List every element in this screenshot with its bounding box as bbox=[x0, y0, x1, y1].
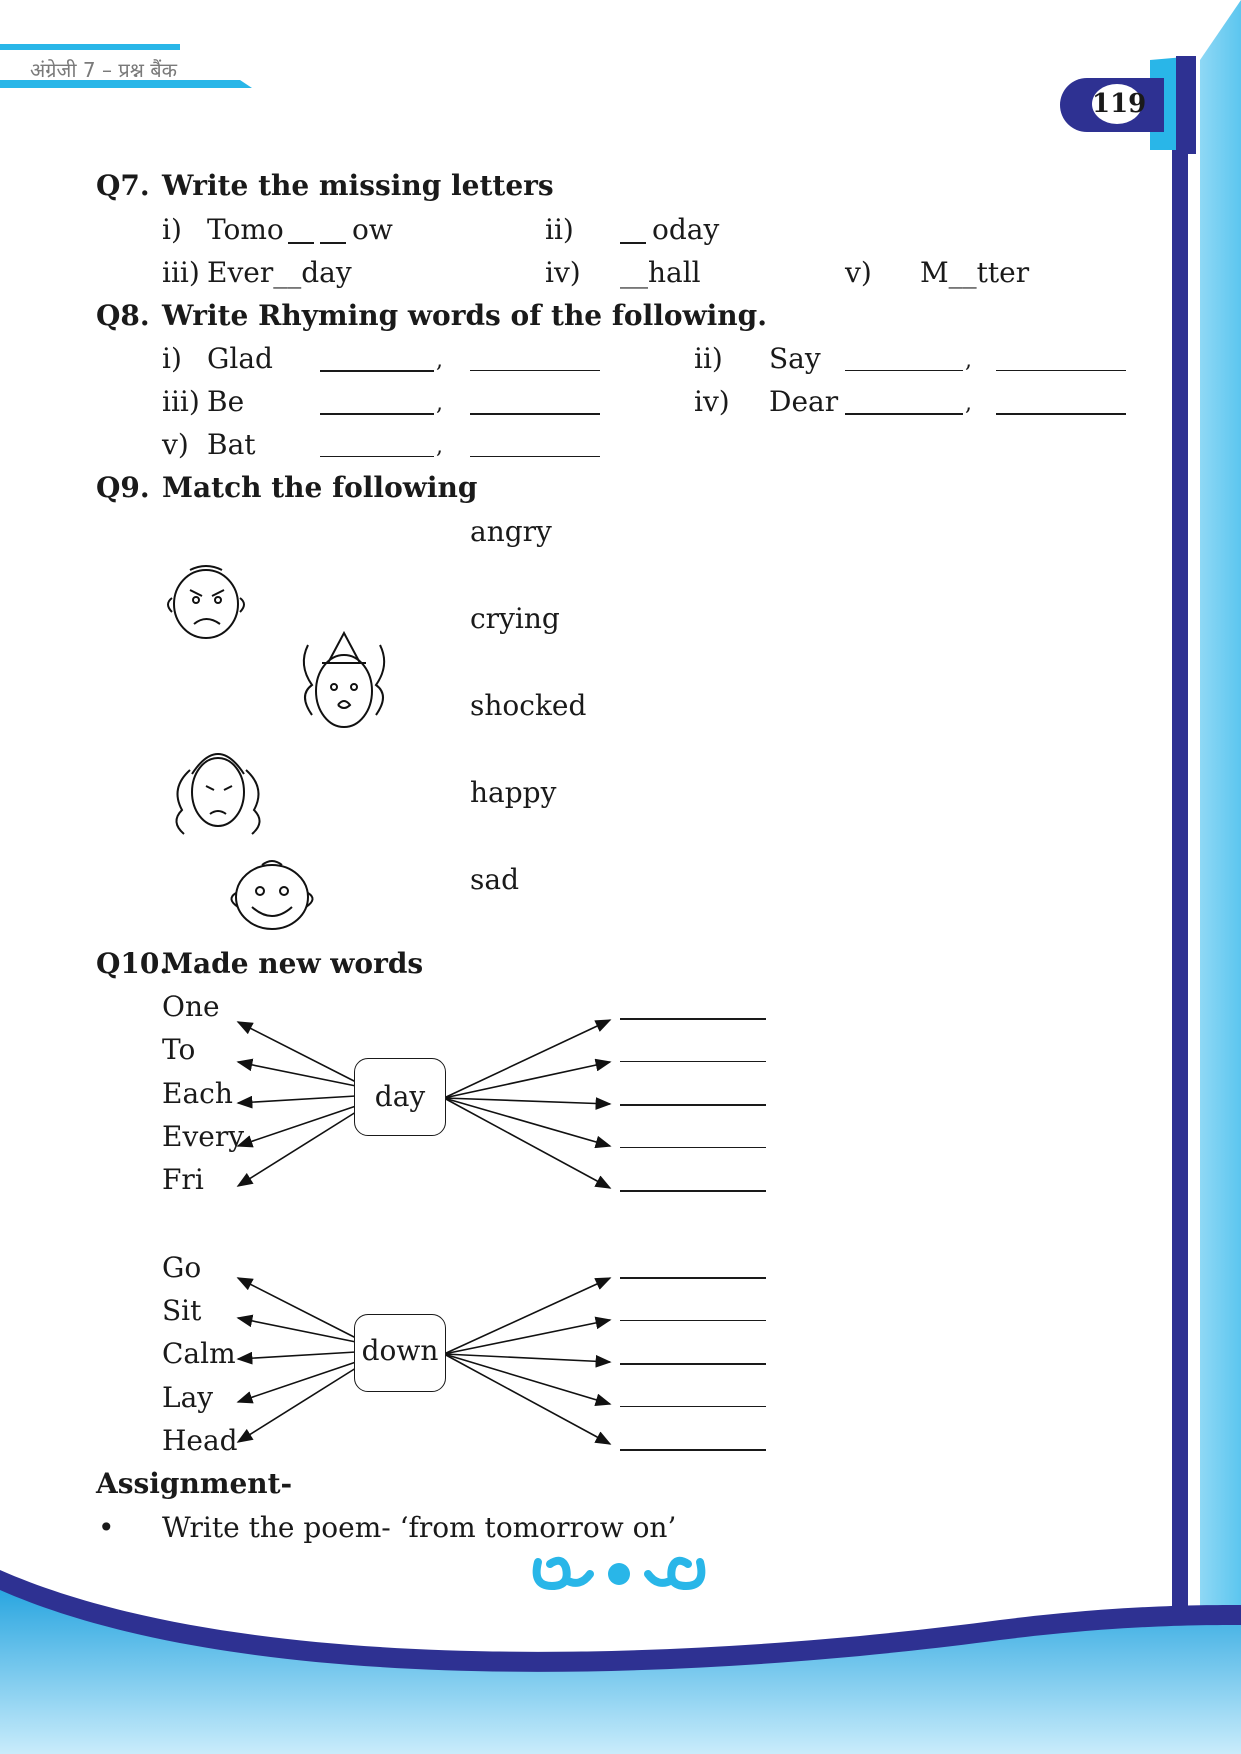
comma: , bbox=[436, 434, 443, 459]
q9-title: Match the following bbox=[162, 471, 478, 504]
q8-item-5-word: Bat bbox=[207, 428, 256, 461]
q8-item-1-word: Glad bbox=[207, 342, 273, 375]
prefix-word: Every bbox=[162, 1120, 245, 1153]
page-number: 119 bbox=[1092, 84, 1142, 124]
center-word-box: down bbox=[354, 1314, 446, 1392]
q7-item-3-num: iii) bbox=[162, 256, 200, 289]
assignment-title: Assignment- bbox=[96, 1467, 293, 1500]
comma: , bbox=[436, 348, 443, 373]
prefix-word: Calm bbox=[162, 1337, 236, 1370]
match-word: angry bbox=[470, 515, 552, 548]
q7-title: Write the missing letters bbox=[162, 169, 554, 202]
q7-item-4-text: __hall bbox=[620, 256, 701, 289]
comma: , bbox=[436, 391, 443, 416]
answer-blank[interactable] bbox=[620, 1449, 766, 1451]
assignment-item: Write the poem- ‘from tomorrow on’ bbox=[162, 1511, 677, 1544]
q7-item-3-text: Ever__day bbox=[207, 256, 352, 289]
ornament-icon bbox=[524, 1550, 714, 1596]
answer-blank[interactable] bbox=[620, 1018, 766, 1020]
q8-item-1-num: i) bbox=[162, 342, 182, 375]
q7-item-2-text: oday bbox=[652, 213, 720, 246]
prefix-word: Each bbox=[162, 1077, 233, 1110]
q7-item-1-num: i) bbox=[162, 213, 182, 246]
q8-item-5-num: v) bbox=[162, 428, 189, 461]
prefix-word: One bbox=[162, 990, 220, 1023]
q8-item-4-word: Dear bbox=[769, 385, 839, 418]
center-word-box: day bbox=[354, 1058, 446, 1136]
q7-label: Q7. bbox=[96, 169, 150, 202]
q7-item-1-text: Tomo bbox=[207, 213, 284, 246]
comma: , bbox=[965, 348, 972, 373]
answer-blank[interactable] bbox=[620, 1190, 766, 1192]
prefix-word: Sit bbox=[162, 1294, 202, 1327]
header-subject: अंग्रेजी 7 – प्रश्न बैंक bbox=[30, 58, 178, 82]
prefix-word: Lay bbox=[162, 1381, 214, 1414]
answer-blank[interactable] bbox=[996, 413, 1126, 415]
q7-item-5-text: M__tter bbox=[920, 256, 1030, 289]
q8-label: Q8. bbox=[96, 299, 150, 332]
answer-blank[interactable] bbox=[845, 370, 963, 371]
match-word: crying bbox=[470, 602, 560, 635]
answer-blank[interactable] bbox=[620, 1363, 766, 1365]
q7-item-5-num: v) bbox=[845, 256, 872, 289]
q8-title: Write Rhyming words of the following. bbox=[162, 299, 767, 332]
match-word: sad bbox=[470, 863, 519, 896]
q7-item-1-suffix: ow bbox=[352, 213, 393, 246]
bullet: • bbox=[98, 1511, 115, 1544]
answer-blank[interactable] bbox=[620, 1320, 766, 1321]
prefix-word: To bbox=[162, 1033, 196, 1066]
q10-label: Q10. bbox=[96, 947, 170, 980]
prefix-word: Fri bbox=[162, 1163, 204, 1196]
answer-blank[interactable] bbox=[845, 413, 963, 415]
answer-blank[interactable] bbox=[620, 1147, 766, 1148]
q9-label: Q9. bbox=[96, 471, 150, 504]
prefix-word: Head bbox=[162, 1424, 238, 1457]
q7-item-4-num: iv) bbox=[545, 256, 581, 289]
q8-item-3-word: Be bbox=[207, 385, 245, 418]
answer-blank[interactable] bbox=[620, 1406, 766, 1407]
answer-blank[interactable] bbox=[620, 1277, 766, 1279]
page-number-badge bbox=[1060, 78, 1164, 132]
answer-blank[interactable] bbox=[620, 1104, 766, 1106]
answer-blank[interactable] bbox=[620, 1061, 766, 1062]
q8-item-3-num: iii) bbox=[162, 385, 200, 418]
comma: , bbox=[965, 391, 972, 416]
match-word: happy bbox=[470, 776, 557, 809]
prefix-word: Go bbox=[162, 1251, 202, 1284]
q8-item-4-num: iv) bbox=[694, 385, 730, 418]
q8-item-2-num: ii) bbox=[694, 342, 723, 375]
q8-item-2-word: Say bbox=[769, 342, 821, 375]
q7-item-2-num: ii) bbox=[545, 213, 574, 246]
q10-title: Made new words bbox=[162, 947, 424, 980]
answer-blank[interactable] bbox=[996, 370, 1126, 371]
match-word: shocked bbox=[470, 689, 587, 722]
